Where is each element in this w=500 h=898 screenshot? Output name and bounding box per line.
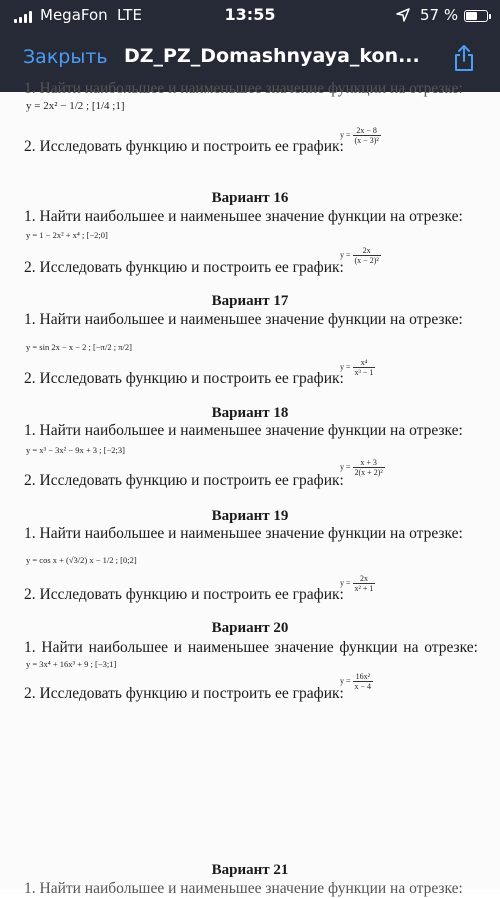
close-button[interactable]: Закрыть: [23, 46, 108, 68]
variant16-task2: 2. Исследовать функцию и построить ее график:: [24, 259, 344, 276]
variant20-formula2: y = $\frac{\text{16x²}}{x - 4}$: [340, 672, 372, 691]
battery-percent: 57 %: [420, 6, 459, 24]
status-time: 13:55: [224, 5, 276, 24]
variant19-task1: 1. Найти наибольшее и наименьшее значение функции на отрезке:: [24, 525, 463, 542]
variant19-formula2: y = $\frac{2x}{\text{x² + 1}}$: [340, 574, 374, 593]
variant18-task1: 1. Найти наибольшее и наименьшее значение функции на отрезке:: [24, 422, 463, 439]
variant17-task2: 2. Исследовать функцию и построить ее график:: [24, 370, 344, 387]
document-title: DZ_PZ_Domashnyaya_kon...: [124, 45, 420, 67]
variant17-heading: Вариант 17: [211, 293, 289, 309]
variant20-task2: 2. Исследовать функцию и построить ее график:: [24, 685, 344, 702]
variant20-heading: Вариант 20: [211, 620, 289, 636]
variant18-heading: Вариант 18: [211, 405, 289, 421]
variant16-formula1: y = 1 − 2x² + x⁴ ; [−2;0]: [26, 230, 108, 240]
share-button[interactable]: [452, 44, 476, 72]
task1-cutoff: 1. Найти наибольшее и наименьшее значение функции на отрезке:: [24, 80, 463, 97]
variant18-formula2: y = $\frac{x + 3}{\text{2(x + 2)²}}$: [340, 458, 383, 477]
variant19-formula1: y = cos x + (√3/2) x − 1/2 ; [0;2]: [26, 555, 137, 565]
variant18-task2: 2. Исследовать функцию и построить ее график:: [24, 472, 344, 489]
variant19-task2: 2. Исследовать функцию и построить ее график:: [24, 586, 344, 603]
battery-fill: [466, 12, 477, 20]
network-type: LTE: [117, 6, 142, 24]
location-arrow-icon: [396, 8, 410, 22]
variant17-formula2: y = $\frac{\text{x⁴}}{\text{x³ − 1}}$: [340, 358, 374, 377]
variant18-formula1: y = x³ − 3x² − 9x + 3 ; [−2;3]: [26, 445, 125, 455]
top-bar: [0, 0, 500, 92]
variant16-formula2: y = $\frac{2x}{\text{(x − 2)²}}$: [340, 246, 379, 265]
document-view[interactable]: [0, 80, 500, 897]
variant17-formula1: y = sin 2x − x − 2 ; [−π/2 ; π/2]: [26, 342, 132, 352]
variant19-heading: Вариант 19: [211, 508, 289, 524]
variant15-formula2: y = $\frac{2x - 8}{\text{(x − 3)²}}$: [340, 126, 379, 145]
variant20-formula1: y = 3x⁴ + 16x³ + 9 ; [−3;1]: [26, 659, 117, 669]
battery-icon: [464, 10, 488, 22]
variant15-formula1: y = 2x² − 1/2 ; [1/4 ;1]: [26, 100, 125, 112]
carrier-name: MegaFon: [40, 6, 108, 24]
share-icon: [453, 44, 475, 72]
status-bar: [0, 0, 500, 32]
variant17-task1: 1. Найти наибольшее и наименьшее значение функции на отрезке:: [24, 311, 463, 328]
variant20-task1: 1. Найти наибольшее и наименьшее значение функции на отрезке:: [24, 639, 478, 656]
variant21-heading: Вариант 21: [211, 862, 289, 878]
variant21-task1: 1. Найти наибольшее и наименьшее значение функции на отрезке:: [24, 880, 463, 897]
variant16-task1: 1. Найти наибольшее и наименьшее значение функции на отрезке:: [24, 208, 463, 225]
variant15-task2: 2. Исследовать функцию и построить ее график:: [24, 138, 344, 155]
navigation-bar: [0, 38, 500, 78]
variant16-heading: Вариант 16: [211, 190, 289, 206]
